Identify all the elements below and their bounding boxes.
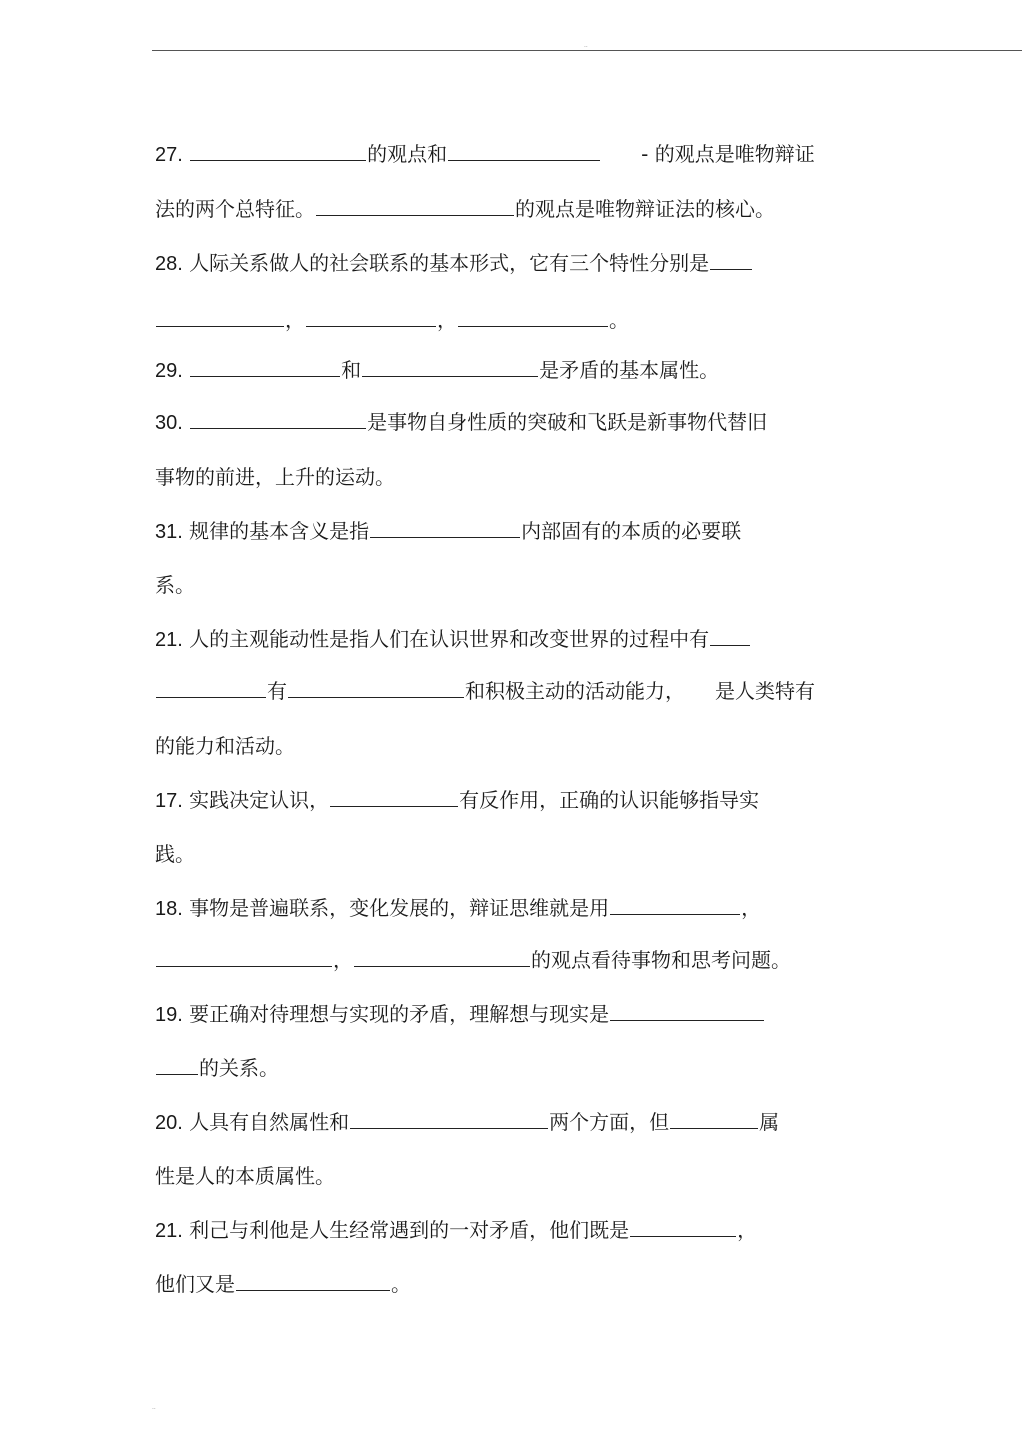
question-text: 人际关系做人的社会联系的基本形式，它有三个特性分别是: [189, 251, 710, 275]
question-text: 是矛盾的基本属性。: [539, 358, 720, 382]
answer-blank: [156, 946, 332, 967]
question-31-line-2: [155, 571, 195, 599]
question-17-line-2: [155, 840, 195, 868]
question-27-line-2: [155, 195, 775, 223]
question-text: 利己与利他是人生经常遇到的一对矛盾，他们既是: [189, 1218, 630, 1242]
question-text: 的关系。: [199, 1056, 279, 1080]
question-28-line-1: [155, 249, 753, 277]
question-text: 的观点和: [367, 142, 448, 166]
answer-blank: [190, 140, 366, 161]
question-21b-line-2: [155, 1270, 411, 1298]
answer-blank: [458, 306, 608, 327]
question-19-line-1: [155, 1000, 765, 1028]
question-text: 系。: [155, 573, 195, 597]
question-text: 和积极主动的活动能力，: [465, 679, 685, 703]
separator: ，: [333, 948, 353, 972]
answer-blank: [448, 140, 600, 161]
question-number: 28.: [155, 253, 183, 275]
question-21b-line-1: [155, 1216, 757, 1244]
separator: 。: [391, 1272, 411, 1296]
separator: 。: [609, 308, 629, 332]
answer-blank: [610, 894, 740, 915]
separator: ，: [741, 896, 762, 920]
answer-blank: [156, 677, 266, 698]
separator: ，: [737, 1218, 758, 1242]
question-27-line-1: [155, 140, 815, 168]
question-text: 是人类特有: [715, 679, 815, 703]
question-text: 践。: [155, 842, 195, 866]
question-19-line-2: [155, 1054, 279, 1082]
question-text: 属: [759, 1110, 780, 1134]
question-number: 27.: [155, 144, 183, 166]
header-dots: ..: [584, 42, 588, 49]
question-number: 29.: [155, 360, 183, 382]
separator: ，: [285, 308, 305, 332]
question-30-line-2: [155, 463, 395, 491]
question-20-line-2: [155, 1162, 335, 1190]
question-number: 30.: [155, 412, 183, 434]
question-text: 内部固有的本质的必要联: [521, 519, 742, 543]
question-text: 和: [341, 358, 362, 382]
question-number: 21.: [155, 629, 183, 651]
separator: ，: [437, 308, 457, 332]
question-21a-line-1: [155, 625, 751, 653]
question-text: 有: [267, 679, 287, 703]
question-number: 20.: [155, 1112, 183, 1134]
question-text: 事物是普遍联系，变化发展的，辩证思维就是用: [189, 896, 610, 920]
question-text: 规律的基本含义是指: [189, 519, 370, 543]
question-text: 人具有自然属性和: [189, 1110, 350, 1134]
question-text: 是事物自身性质的突破和飞跃是新事物代替旧: [367, 410, 768, 434]
answer-blank: [710, 249, 752, 270]
question-17-line-1: [155, 786, 759, 814]
answer-blank: [670, 1108, 758, 1129]
answer-blank: [610, 1000, 764, 1021]
answer-blank: [362, 356, 538, 377]
question-number: 19.: [155, 1004, 183, 1026]
answer-blank: [190, 408, 366, 429]
question-30-line-1: [155, 408, 767, 436]
question-number: 31.: [155, 521, 183, 543]
question-text: 事物的前进，上升的运动。: [155, 465, 395, 489]
question-text: 两个方面，但: [549, 1110, 670, 1134]
answer-blank: [156, 1054, 198, 1075]
question-text: 的观点是唯物辩证法的核心。: [515, 197, 775, 221]
question-20-line-1: [155, 1108, 779, 1136]
answer-blank: [630, 1216, 736, 1237]
question-text: - 的观点是唯物辩证: [641, 142, 815, 166]
answer-blank: [370, 517, 520, 538]
question-text: 的观点看待事物和思考问题。: [531, 948, 791, 972]
question-text: 的能力和活动。: [155, 734, 295, 758]
question-text: 要正确对待理想与实现的矛盾，理解想与现实是: [189, 1002, 610, 1026]
question-29-line: [155, 356, 719, 384]
answer-blank: [354, 946, 530, 967]
answer-blank: [710, 625, 750, 646]
question-18-line-1: [155, 894, 761, 922]
question-text: 法的两个总特征。: [155, 197, 315, 221]
answer-blank: [330, 786, 458, 807]
question-21a-line-3: [155, 732, 295, 760]
question-18-line-2: [155, 946, 791, 974]
question-text: 人的主观能动性是指人们在认识世界和改变世界的过程中有: [189, 627, 710, 651]
question-text: 他们又是: [155, 1272, 235, 1296]
question-31-line-1: [155, 517, 741, 545]
answer-blank: [306, 306, 436, 327]
question-number: 18.: [155, 898, 183, 920]
question-number: 17.: [155, 790, 183, 812]
answer-blank: [156, 306, 284, 327]
answer-blank: [316, 195, 514, 216]
footer-dots: ..: [152, 1404, 156, 1411]
question-number: 21.: [155, 1220, 183, 1242]
answer-blank: [190, 356, 340, 377]
question-text: 性是人的本质属性。: [155, 1164, 335, 1188]
answer-blank: [350, 1108, 548, 1129]
question-21a-line-2: [155, 677, 815, 705]
question-text: 有反作用，正确的认识能够指导实: [459, 788, 760, 812]
answer-blank: [236, 1270, 390, 1291]
answer-blank: [288, 677, 464, 698]
header-rule: [152, 50, 1022, 51]
question-28-line-2: [155, 306, 629, 334]
question-text: 实践决定认识，: [189, 788, 330, 812]
